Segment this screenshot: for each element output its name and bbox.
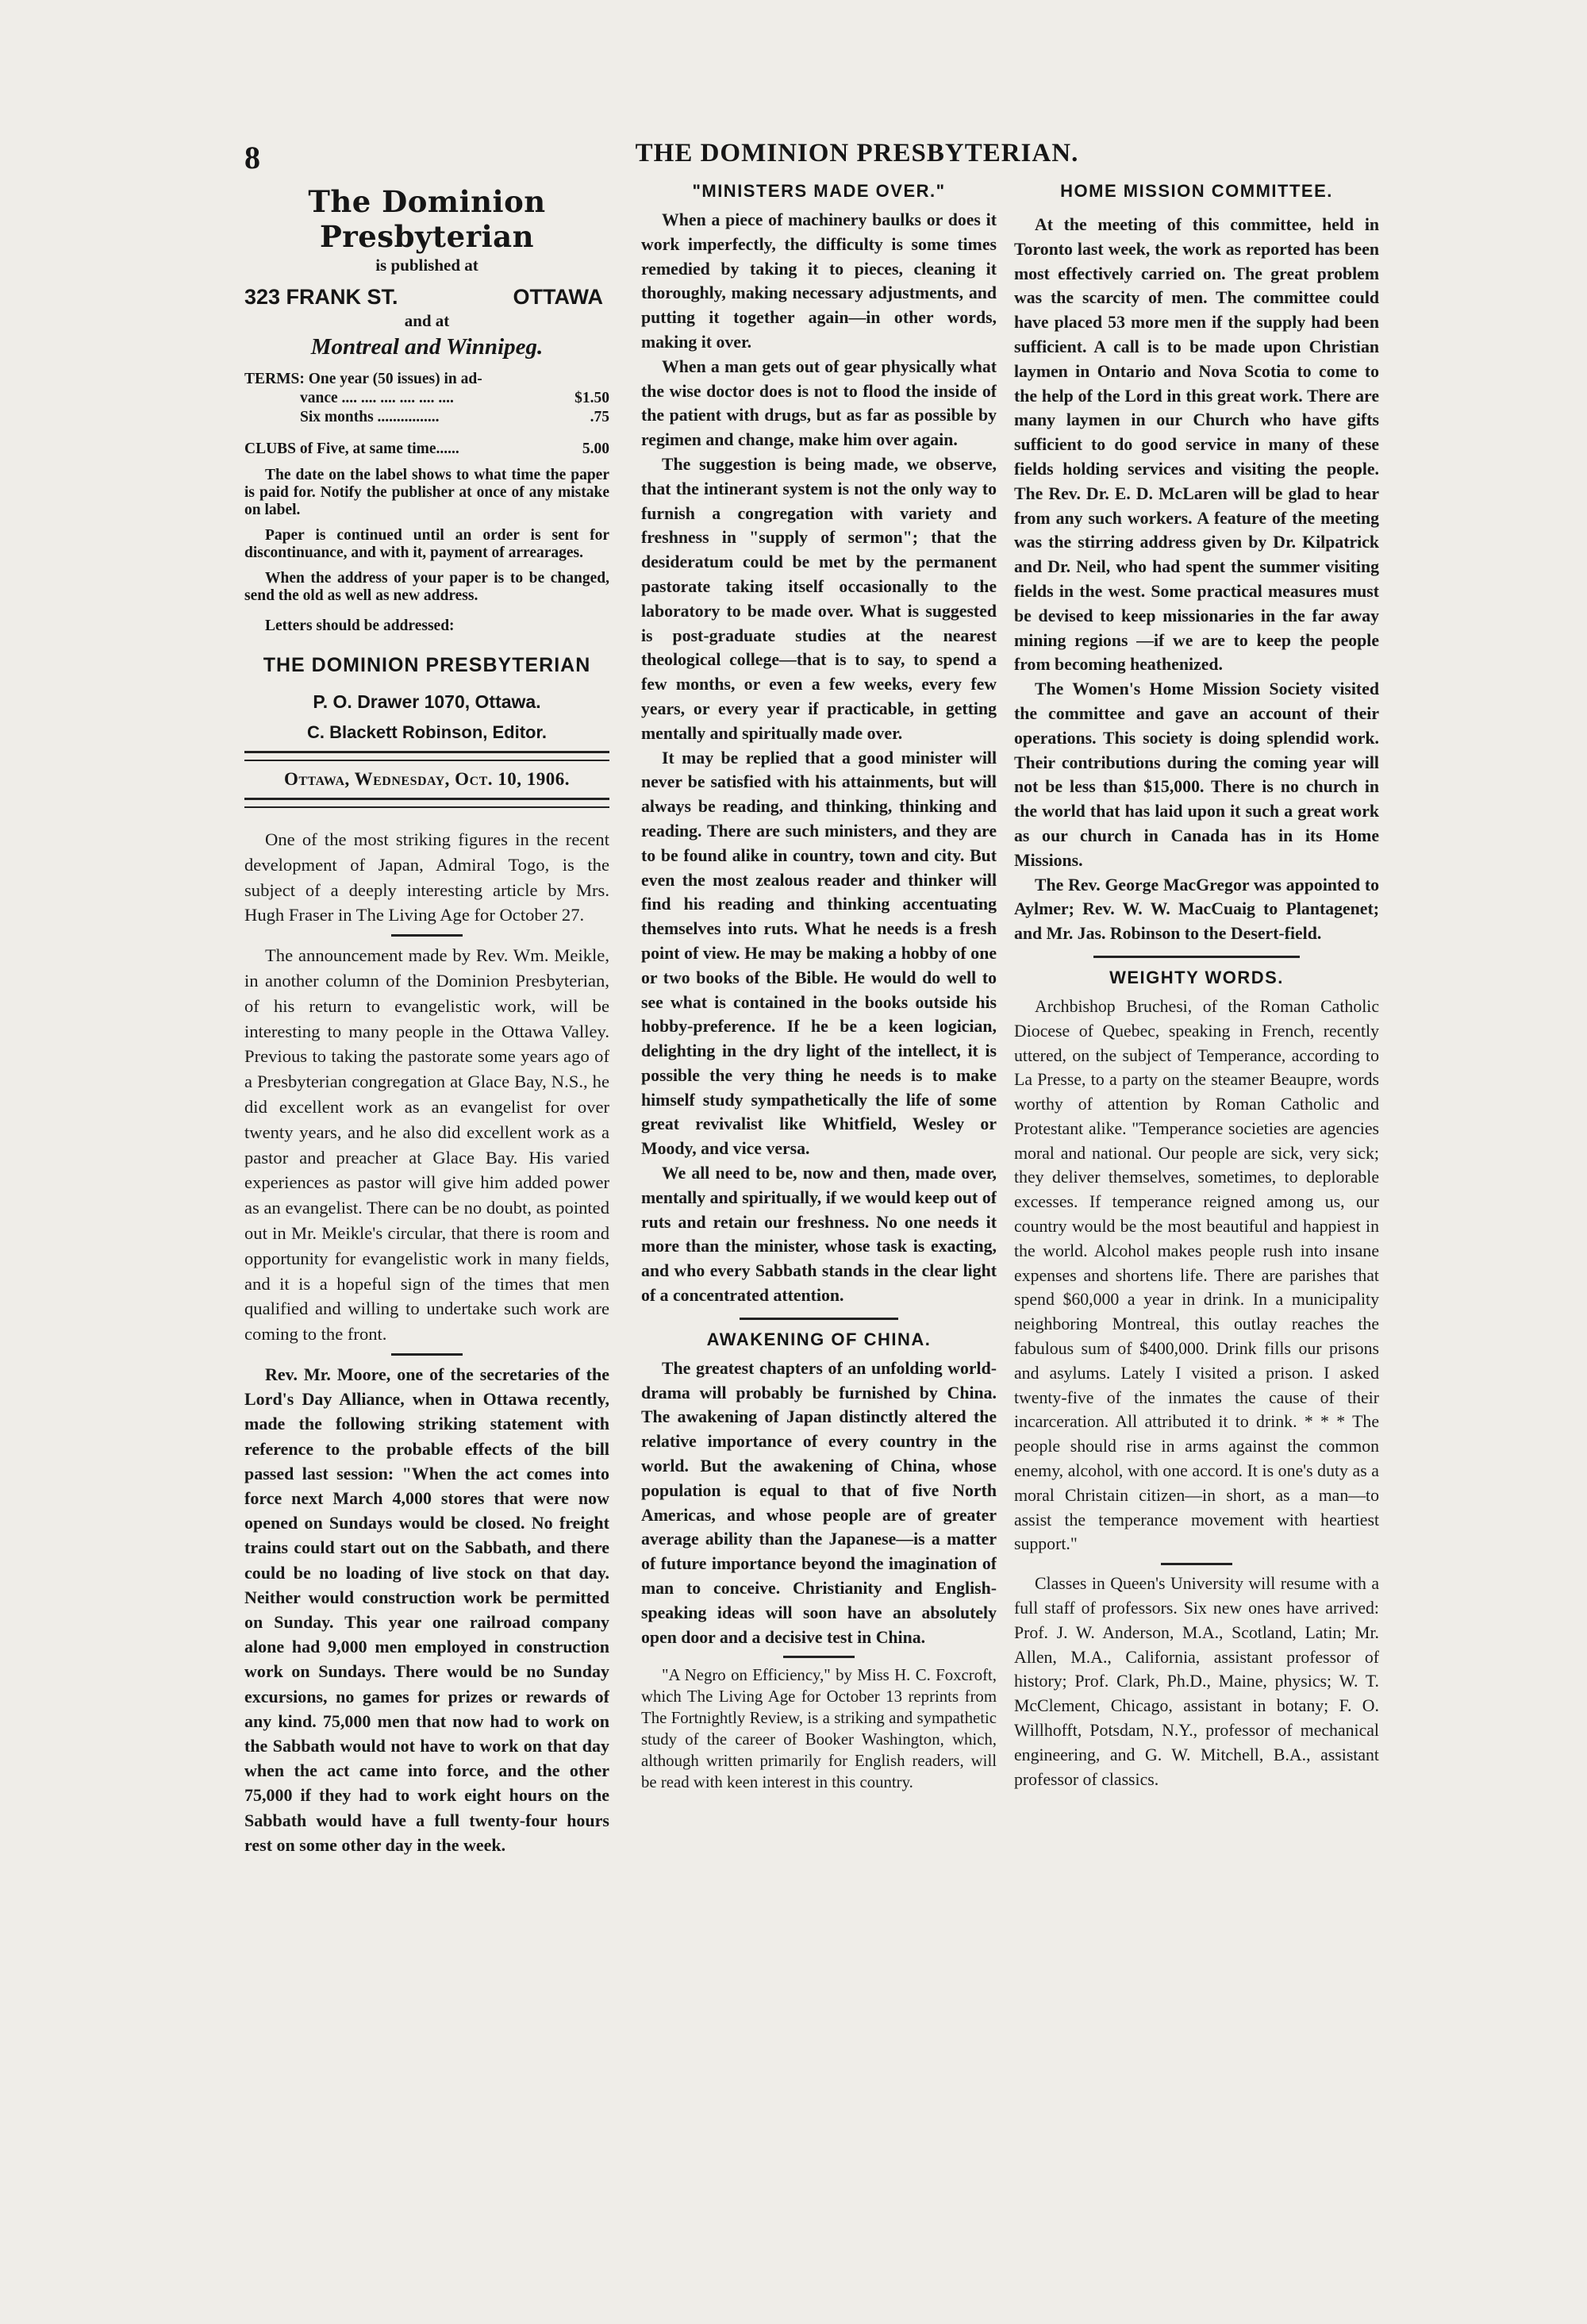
terms-line-2-price: $1.50	[574, 390, 609, 406]
double-rule	[244, 798, 609, 808]
masthead-address-line	[244, 285, 609, 310]
publisher-address: P. O. Drawer 1070, Ottawa.	[313, 691, 541, 712]
short-rule	[391, 1353, 463, 1356]
paragraph: We all need to be, now and then, made over, mentally and spiritually, if we would keep out of ruts and retain our freshness. No one needs it more than the minister, whose task is exacting, and who every Sabbath stands in the clear light of a concentrated attention.	[641, 1164, 997, 1306]
running-head: THE DOMINION PRESBYTERIAN.	[635, 139, 1079, 167]
paragraph-moore: Rev. Mr. Moore, one of the secretaries of the Lord's Day Alliance, when in Ottawa recently, made the following striking statement with reference to the probable effects of the bill passed last session: "When the act comes into force next March 4,000 stores that were now opened on Sundays would be closed. No freight trains could start out on the Sabbath, and there could be no loading of live stock on that day. Neither would construction work be permitted on Sunday. This year one railroad company alone had 9,000 men employed in construction work on Sundays. There would be no Sunday excursions, no games for prizes or rewards of any kind. 75,000 men that now had to work on the Sabbath would not have to work on that day when the act came into force, and the other 75,000 if they had to work eight hours on the Sabbath would have a full twenty-four hours rest on some other day in the week.	[244, 1364, 609, 1855]
column-3	[1014, 181, 1379, 1791]
section-rule	[1093, 956, 1300, 958]
paragraph-togo: One of the most striking figures in the recent development of Japan, Admiral Togo, is the subject of a deeply interesting article by Mrs. Hugh Fraser in The Living Age for October 27.	[244, 829, 609, 925]
paragraph-bruchesi: Archbishop Bruchesi, of the Roman Catholic Diocese of Quebec, speaking in French, recently uttered, on the subject of Temperance, according to La Presse, to a party on the steamer Beaupre, words worthy of attention by Roman Catholic and Protestant alike. "Temperance societies are agencies moral and national. Our people are sick, very sick; they deliver themselves, sometimes, to deplorable excesses. If temperance reigned among us, our country would be the most beautiful and happiest in the world. Alcohol makes people rush into insane expenses and shortens life. There are parishes that spend $60,000 a year in drink. In a municipality neighboring Montreal, this outlay reaches the fabulous sum of $400,000. Drink fills our prisons and asylums. Lately I visited a prison. I asked twenty-five of the inmates the cause of their incarceration. All attributed it to drink. * * * The people should rise in arms against the common enemy, alcohol, with one accord. It is one's duty as a moral Christain citizen—in short, as a man—to assist the temperance movement with heartiest support."	[1014, 996, 1379, 1554]
terms-line-3-price: .75	[590, 409, 609, 425]
paragraph: The Rev. George MacGregor was appointed to Aylmer; Rev. W. W. MacCuaig to Plantagenet; and Mr. Jas. Robinson to the Desert-field.	[1014, 875, 1379, 944]
clubs-line	[244, 440, 609, 459]
paragraph-negro-on-efficiency: "A Negro on Efficiency," by Miss H. C. Foxcroft, which The Living Age for October 13 reprints from The Fortnightly Review, is a striking and sympathetic study of the career of Booker Washington, which, although written primarily for English readers, will be read with keen interest in this country.	[641, 1666, 997, 1792]
terms-line-1: TERMS: One year (50 issues) in ad-	[244, 371, 482, 387]
paragraph: When a man gets out of gear physically what the wise doctor does is not to flood the inside of the patient with drugs, but as far as possible by regimen and change, make him over again.	[641, 356, 997, 450]
paragraph: The suggestion is being made, we observe, that the intinerant system is not the only way to furnish a congregation with variety and freshness in "supply of sermon"; that the desideratum could be met by the permanent pastorate taking itself occasionally to the laboratory to be made over. What is suggested is post-graduate studies at the nearest theological college—that is to say, to spend a few months, or even a few weeks, every few years, or every year if practicable, in getting mentally and spiritually made over.	[641, 454, 997, 743]
masthead-address: 323 FRANK ST.	[244, 285, 398, 309]
dateline: Ottawa, Wednesday, Oct. 10, 1906.	[283, 769, 571, 789]
masthead-title: The Dominion Presbyterian	[308, 184, 546, 254]
paragraph-meikle: The announcement made by Rev. Wm. Meikle, in another column of the Dominion Presbyterian, of his return to evangelistic work, will be interesting to many people in the Ottawa Valley. Previous to taking the pastorate some years ago of a Presbyterian congregation at Glace Bay, N.S., he did excellent work as an evangelist for over twenty years, and he also did excellent work as a pastor and preacher at Glace Bay. His varied experiences as pastor will give him added power as an evangelist. There can be no doubt, as pointed out in Mr. Meikle's circular, that there is room and opportunity for evangelistic work in many fields, and it is a hopeful sign of the times that men qualified and willing to undertake such work are coming to the front.	[244, 945, 609, 1345]
clubs-label: CLUBS of Five, at same time......	[244, 441, 459, 457]
column-1	[244, 181, 609, 1857]
masthead-city: OTTAWA	[513, 285, 603, 309]
paragraph: At the meeting of this committee, held in Toronto last week, the work as reported has been most effectively carried on. The great problem was the scarcity of men. The committee could have placed 53 more men if the supply had been sufficient. A call is to be made upon Christian laymen in Ontario and Nova Scotia to come to the help of the Lord in this great work. There are many laymen in our Church who have gifts sufficient to do good service in many of these fields holding services and visiting the people. The Rev. Dr. E. D. McLaren will be glad to hear from any such workers. A feature of the meeting was the stirring address given by Dr. Kilpatrick and Dr. Neil, who had spent the summer visiting fields in the west. Some practical measures must be devised to keep missionaries in the far away mining regions —if we are to keep the people from becoming heathenized.	[1014, 215, 1379, 675]
terms-line-2-label: vance .... .... .... .... .... ....	[300, 390, 454, 406]
paragraph-queens-university: Classes in Queen's University will resume with a full staff of professors. Six new ones have arrived: Prof. J. W. Anderson, M.A., Scotland, Latin; Mr. Allen, M.A., California, assistant professor of history; Prof. Clark, Ph.D., Maine, physics; W. T. McClement, Chicago, assistant in botany; F. O. Willhofft, Potsdam, N.Y., professor of mechanical engineering, and G. W. Mitchell, B.A., assistant professor of classics.	[1014, 1574, 1379, 1789]
masthead-published-at: is published at	[375, 256, 478, 275]
short-rule	[783, 1656, 855, 1658]
heading-ministers-made-over: "MINISTERS MADE OVER."	[692, 181, 946, 201]
subscription-terms	[244, 370, 609, 459]
short-rule	[391, 934, 463, 937]
notice-label-date: The date on the label shows to what time the paper is paid for. Notify the publisher at once of any mistake on label.	[244, 467, 609, 518]
masthead	[244, 184, 609, 360]
paragraph: It may be replied that a good minister will never be satisfied with his attainments, but will always be reading, and thinking, thinking and reading. There are such ministers, and they are to be found alike in country, town and city. But even the most zealous reader and thinker will find his reading and thinking accentuating themselves into ruts. What he needs is a fresh point of view. He may be making a hobby of one or two books of the Bible. He would do well to see what is contained in the books outside his hobby-preference. If he be a keen logician, delighting in the dry light of the intellect, it is possible the very thing he needs is to make himself study sympathetically the life of some great revivalist like Whitfield, Wesley or Moody, and vice versa.	[641, 748, 997, 1159]
editor-name: C. Blackett Robinson, Editor.	[307, 722, 547, 742]
heading-weighty-words: WEIGHTY WORDS.	[1109, 967, 1284, 987]
short-rule	[1161, 1563, 1232, 1565]
column-2	[641, 181, 997, 1793]
terms-line-3-label: Six months ................	[300, 409, 440, 425]
paragraph: The Women's Home Mission Society visited the committee and gave an account of their operations. This society is doing splendid work. Their contributions during the coming year will not be less than $15,000. There is no church in the world that has laid upon it such a great work as our church in Canada has in its Home Missions.	[1014, 679, 1379, 870]
masthead-other-cities: Montreal and Winnipeg.	[310, 334, 544, 360]
notice-continuance: Paper is continued until an order is sent for discontinuance, and with it, payment of arrearages.	[244, 527, 609, 561]
letters-addressed: Letters should be addressed:	[265, 618, 455, 634]
notice-address-change: When the address of your paper is to be changed, send the old as well as new address.	[244, 570, 609, 604]
masthead-and-at: and at	[404, 311, 450, 330]
paragraph: The greatest chapters of an unfolding world-drama will probably be furnished by China. The awakening of Japan distinctly altered the relative importance of every country in the world. But the awakening of China, whose population is equal to that of five North Americas, and whose people are of greater average ability than the Japanese—is a matter of future importance beyond the imagination of man to conceive. Christianity and English-speaking ideas will soon have an absolutely open door and a decisive test in China.	[641, 1358, 997, 1647]
clubs-price: 5.00	[582, 441, 609, 457]
paragraph: When a piece of machinery baulks or does it work imperfectly, the difficulty is some times remedied by taking it to pieces, cleaning it thoroughly, making necessary adjustments, and putting it together again—in other words, making it over.	[641, 210, 997, 352]
terms-line-3	[244, 408, 609, 427]
heading-awakening-of-china: AWAKENING OF CHINA.	[706, 1329, 932, 1349]
publisher-name: THE DOMINION PRESBYTERIAN	[263, 654, 591, 676]
double-rule	[244, 751, 609, 761]
terms-line-2	[244, 389, 609, 408]
section-rule	[740, 1318, 898, 1320]
heading-home-mission-committee: HOME MISSION COMMITTEE.	[1060, 181, 1333, 201]
page-number: 8	[244, 140, 260, 175]
